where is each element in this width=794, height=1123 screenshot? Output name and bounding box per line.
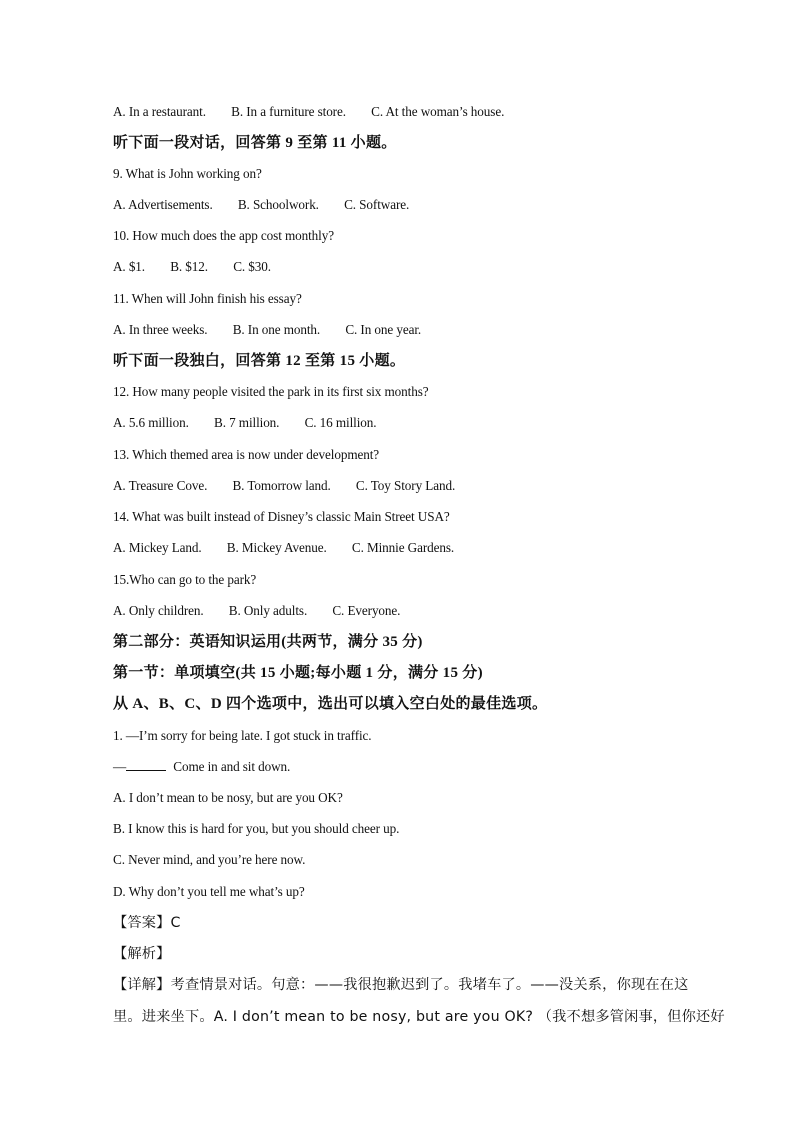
mc1-line2 <box>113 758 290 776</box>
option-b: B. Schoolwork. <box>237 197 319 212</box>
mc1-option-a: A. I don’t mean to be nosy, but are you OK? <box>113 790 343 805</box>
q11-stem: 11. When will John finish his essay? <box>113 291 302 306</box>
detail-line-2: 里。进来坐下。A. I don’t mean to be nosy, but are you OK? （我不想多管闲事，但你还好 <box>113 1009 725 1025</box>
option-c: C. Software. <box>344 197 410 212</box>
q14-options <box>113 539 454 557</box>
detail-line-1: 【详解】考查情景对话。句意：——我很抱歉迟到了。我堵车了。——没关系，你现在在这 <box>113 977 689 993</box>
option-b: B. Only adults. <box>228 603 308 618</box>
part2-title: 第二部分：英语知识运用(共两节，满分 35 分) <box>113 634 423 650</box>
q10-stem: 10. How much does the app cost monthly? <box>113 228 334 243</box>
option-c: C. At the woman’s house. <box>371 104 505 119</box>
q15-options <box>113 602 400 620</box>
option-a: A. In three weeks. <box>113 322 208 337</box>
q12-stem: 12. How many people visited the park in its first six months? <box>113 384 429 399</box>
option-b: B. In one month. <box>232 322 321 337</box>
q9-options <box>113 196 409 214</box>
answer-line: 【答案】C <box>113 915 181 931</box>
option-b: B. Tomorrow land. <box>232 478 331 493</box>
option-b: B. In a furniture store. <box>231 104 346 119</box>
mc1-line1: 1. —I’m sorry for being late. I got stuck in traffic. <box>113 728 372 743</box>
dash: — <box>113 759 127 774</box>
section-heading-9-11: 听下面一段对话，回答第 9 至第 11 小题。 <box>113 135 397 151</box>
q15-stem: 15.Who can go to the park? <box>113 572 257 587</box>
mc1-option-d: D. Why don’t you tell me what’s up? <box>113 884 305 899</box>
answer-blank <box>126 758 166 771</box>
part2-instructions: 从 A、B、C、D 四个选项中，选出可以填入空白处的最佳选项。 <box>113 696 548 712</box>
q11-options <box>113 321 421 339</box>
q9-stem: 9. What is John working on? <box>113 166 262 181</box>
q12-options <box>113 414 376 432</box>
q10-options <box>113 258 271 276</box>
option-c: C. Everyone. <box>332 603 401 618</box>
q13-stem: 13. Which themed area is now under development? <box>113 447 380 462</box>
option-c: C. In one year. <box>345 322 422 337</box>
q13-options <box>113 477 455 495</box>
option-c: C. Toy Story Land. <box>355 478 456 493</box>
mc1-option-c: C. Never mind, and you’re here now. <box>113 852 306 867</box>
option-a: A. In a restaurant. <box>113 104 206 119</box>
option-a: A. Advertisements. <box>113 197 213 212</box>
analysis-label: 【解析】 <box>113 946 171 962</box>
q8-options <box>113 103 504 121</box>
mc1-line2-text: Come in and sit down. <box>170 759 291 774</box>
option-b: B. $12. <box>170 259 208 274</box>
option-b: B. 7 million. <box>214 415 280 430</box>
option-a: A. Mickey Land. <box>113 540 202 555</box>
option-a: A. 5.6 million. <box>113 415 189 430</box>
option-a: A. Treasure Cove. <box>113 478 208 493</box>
option-b: B. Mickey Avenue. <box>226 540 327 555</box>
mc1-option-b: B. I know this is hard for you, but you should cheer up. <box>113 821 400 836</box>
option-c: C. $30. <box>233 259 271 274</box>
option-a: A. Only children. <box>113 603 204 618</box>
part2-section1-title: 第一节：单项填空(共 15 小题;每小题 1 分，满分 15 分) <box>113 665 483 681</box>
option-a: A. $1. <box>113 259 146 274</box>
option-c: C. 16 million. <box>304 415 377 430</box>
q14-stem: 14. What was built instead of Disney’s classic Main Street USA? <box>113 509 450 524</box>
option-c: C. Minnie Gardens. <box>351 540 455 555</box>
section-heading-12-15: 听下面一段独白，回答第 12 至第 15 小题。 <box>113 353 406 369</box>
